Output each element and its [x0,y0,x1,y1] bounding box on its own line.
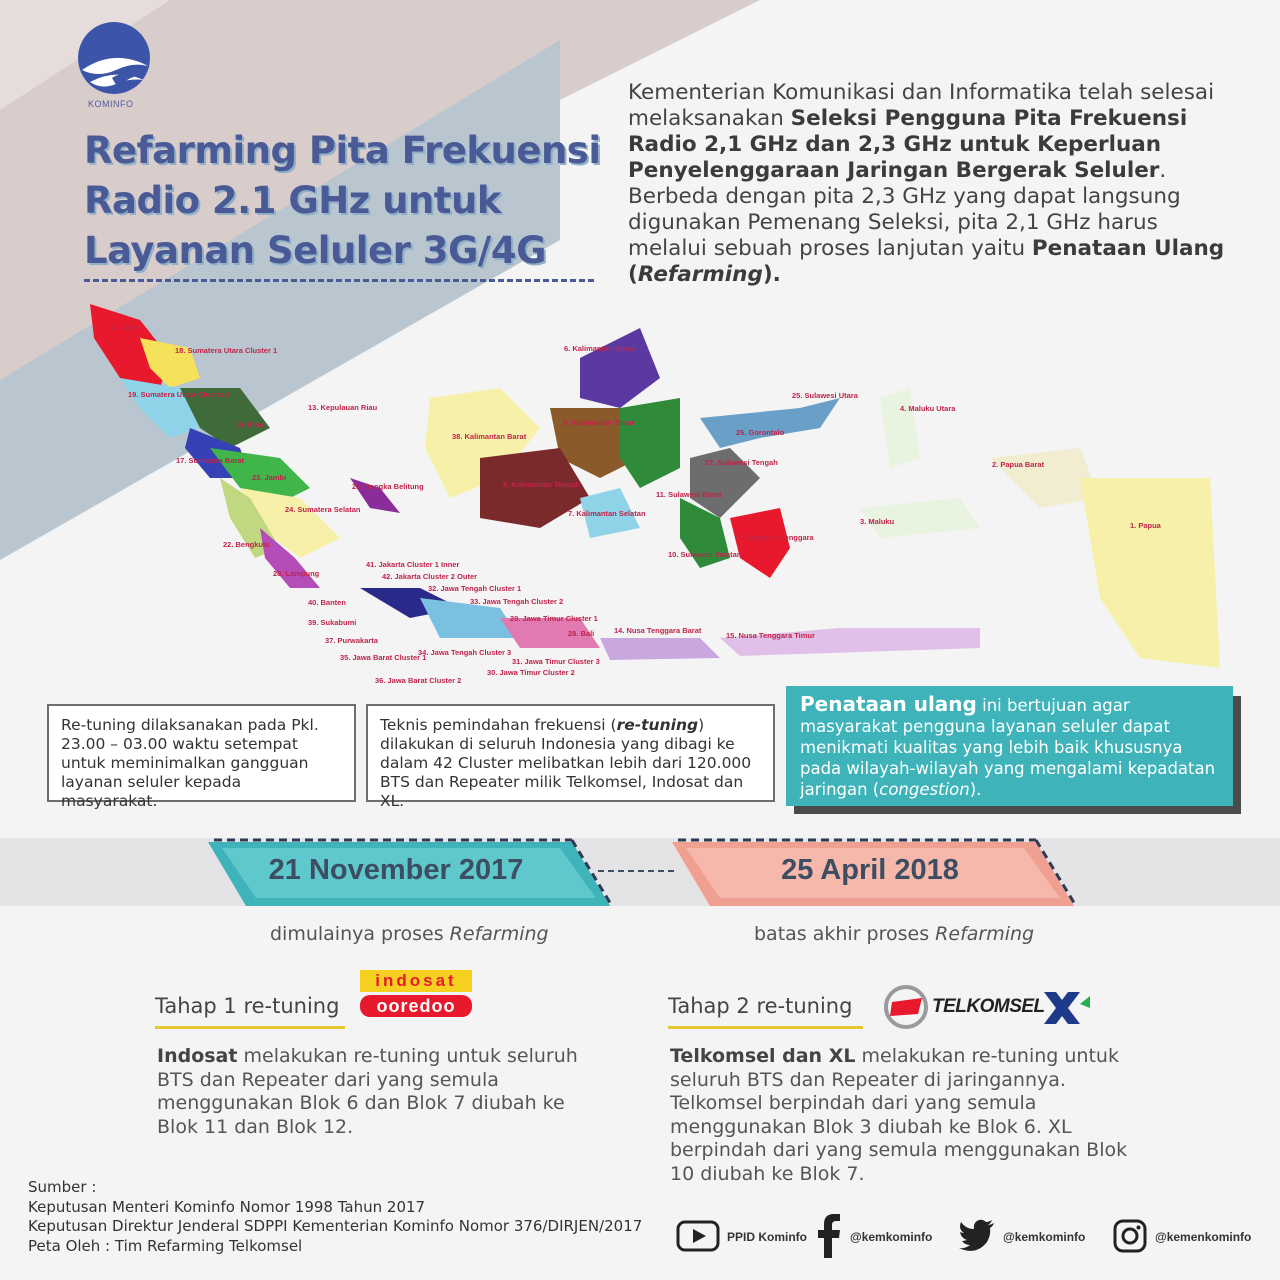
youtube-icon[interactable] [676,1218,720,1254]
map-label: 32. Jawa Tengah Cluster 1 [428,584,522,593]
callout-italic: congestion [879,780,970,799]
stage-1-underline [155,1026,345,1029]
timeline-strip [0,838,1280,906]
map-label: 42. Jakarta Cluster 2 Outer [382,572,478,581]
map-label: 15. Nusa Tenggara Timur [726,631,815,640]
map-label: 6. Kalimantan Utara [564,344,635,353]
map-label: 2. Papua Barat [992,460,1045,469]
map-label: 9. Sulawesi Tenggara [738,533,814,542]
map-label: 1. Papua [1130,521,1161,530]
map-label: 33. Jawa Tengah Cluster 2 [470,597,564,606]
start-date: 21 November 2017 [268,854,524,886]
map-label: 34. Jawa Tengah Cluster 3 [418,648,512,657]
instagram-handle[interactable]: @kemenkominfo [1155,1230,1252,1244]
map-label: 13. Kepulauan Riau [308,403,378,412]
intro-bold-end: ). [762,262,781,287]
facebook-icon[interactable] [816,1214,842,1258]
map-label: 23. Jambi [252,473,287,482]
map-label: 26. Gorontalo [736,428,785,437]
logo-text: KOMINFO [88,99,134,109]
telkomsel-logo-text: TELKOMSEL [932,996,1045,1017]
title-line-1: Refarming Pita Frekuensi [84,129,601,172]
info-box-2-text-a: Teknis pemindahan frekuensi ( [380,716,617,734]
source-line: Keputusan Menteri Kominfo Nomor 1998 Tahun 2017 [28,1197,426,1216]
title-divider [84,279,594,282]
map-label: 20. Lampung [273,569,320,578]
intro-bold-italic: Refarming [637,262,763,287]
map-label: 3. Maluku [860,517,895,526]
callout-purpose [786,686,1233,806]
xl-logo [1040,988,1092,1028]
map-label: 22. Bengkulu [223,540,270,549]
start-caption-italic: Refarming [449,923,549,945]
callout-text-b: ). [969,780,982,799]
map-label: 38. Kalimantan Barat [452,432,527,441]
stage-1-bold: Indosat [157,1045,238,1067]
map-label: 7. Kalimantan Selatan [568,509,646,518]
map-label: 16. Riau [235,420,264,429]
map-label: 29. Jawa Timur Cluster 1 [510,614,598,623]
source-line: Peta Oleh : Tim Refarming Telkomsel [28,1236,303,1255]
end-date-caption [754,923,1034,945]
map-label: 19. Sumatera Utara Cluster 2 [128,390,231,399]
stage-1-title: Tahap 1 re-tuning [155,994,340,1018]
twitter-handle[interactable]: @kemkominfo [1003,1230,1086,1244]
map-label: 14. Nusa Tenggara Barat [614,626,702,635]
map-label: 39. Sukabumi [308,618,357,627]
start-caption-text: dimulainya proses [270,923,450,945]
end-caption-italic: Refarming [935,923,1035,945]
info-box-1-text: Re-tuning dilaksanakan pada Pkl. 23.00 – 03.00 waktu setempat untuk meminimalkan gangguan layanan seluler kepada masyarakat. [61,716,319,810]
stage-1-text: melakukan re-tuning untuk seluruh BTS dan Repeater dari yang semula menggunakan Blok 6 dan Blok 7 diubah ke Blok 11 dan Blok 12. [157,1045,578,1138]
twitter-icon[interactable] [958,1218,996,1252]
map-label: 31. Jawa Timur Cluster 3 [512,657,600,666]
ooredoo-logo-text: ooredoo [360,995,472,1017]
map-label: 11. Sulawesi Barat [656,490,722,499]
callout-highlight: Penataan ulang [800,692,977,716]
start-date-caption [270,923,549,945]
map-label: 27. Sulawesi Tengah [705,458,778,467]
indosat-ooredoo-logo [360,970,472,1026]
intro-bold-2: Penataan Ulang ( [628,236,1225,287]
map-label: 28. Bali [568,629,595,638]
stage-1-description [157,1045,597,1139]
map-label: 12. Aceh [110,323,141,332]
sources [28,1178,642,1256]
map-label: 4. Maluku Utara [900,404,956,413]
info-box-technical [366,704,775,810]
map-label: 36. Jawa Barat Cluster 2 [375,676,462,685]
stage-2-description [670,1045,1130,1186]
intro-bold-1: Seleksi Pengguna Pita Frekuensi Radio 2,1 GHz dan 2,3 GHz untuk Keperluan Penyelenggaraan Jaringan Bergerak Seluler [628,106,1188,183]
map-label: 24. Sumatera Selatan [285,505,361,514]
title-line-3: Layanan Seluler 3G/4G [84,229,546,272]
end-caption-text: batas akhir proses [754,923,936,945]
intro-paragraph [628,80,1228,288]
telkomsel-icon [882,984,930,1030]
map-label: 41. Jakarta Cluster 1 Inner [366,560,460,569]
map-label: 8. Kalimantan Tengah [503,480,580,489]
youtube-handle[interactable]: PPID Kominfo [727,1230,807,1244]
stage-2-text: melakukan re-tuning untuk seluruh BTS dan Repeater di jaringannya. Telkomsel berpindah dari yang semula menggunakan Blok 3 diubah ke Blok 6. XL berpindah dari yang semula menggunakan Blok 10 diubah ke Blok 7. [670,1045,1128,1185]
source-line: Keputusan Direktur Jenderal SDPPI Kementerian Kominfo Nomor 376/DIRJEN/2017 [28,1217,643,1235]
map-label: 5. Kalimantan Timur [563,418,635,427]
stage-2-bold: Telkomsel dan XL [670,1045,856,1067]
map-label: 30. Jawa Timur Cluster 2 [487,668,575,677]
map-label: 17. Sumatera Barat [176,456,244,465]
map-label: 25. Sulawesi Utara [792,391,858,400]
stage-2-title: Tahap 2 re-tuning [668,994,853,1018]
map-label: 10. Sulawesi Selatan [668,550,742,559]
title-line-2: Radio 2.1 GHz untuk [84,179,501,222]
map-label: 37. Purwakarta [325,636,378,645]
info-box-retuning-time [47,704,356,810]
end-date: 25 April 2018 [781,854,959,886]
facebook-handle[interactable]: @kemkominfo [850,1230,933,1244]
kominfo-logo [72,18,156,112]
sources-label: Sumber : [28,1178,97,1196]
map-label: 40. Banten [308,598,346,607]
instagram-icon[interactable] [1112,1218,1148,1254]
indonesia-cluster-map [80,298,1220,685]
map-label: 18. Sumatera Utara Cluster 1 [175,346,278,355]
map-label: 21. Bangka Belitung [352,482,424,491]
xl-logo-text: XL [1040,988,1042,989]
info-box-2-text-b: ) dilakukan di seluruh Indonesia yang dibagi ke dalam 42 Cluster melibatkan lebih dari 120.000 BTS dan Repeater milik Telkomsel, Indosat dan XL. [380,716,752,810]
intro-text-1: Kementerian Komunikasi dan Informatika telah selesai melaksanakan [628,80,1215,131]
timeline-connector [598,870,674,872]
intro-text-2: . Berbeda dengan pita 2,3 GHz yang dapat langsung digunakan Pemenang Seleksi, pita 2,1 GHz harus melalui sebuah proses lanjutan yaitu [628,158,1181,261]
callout-text-a: ini bertujuan agar masyarakat pengguna layanan seluler dapat menikmati kualitas yang lebih baik khususnya pada wilayah-wilayah yang mengalami kepadatan jaringan ( [800,696,1216,799]
stage-2-underline [668,1026,863,1029]
map-label: 35. Jawa Barat Cluster 1 [340,653,427,662]
indosat-logo-text: indosat [360,970,472,992]
page-title [84,126,604,276]
info-box-2-italic: re-tuning [616,716,699,734]
